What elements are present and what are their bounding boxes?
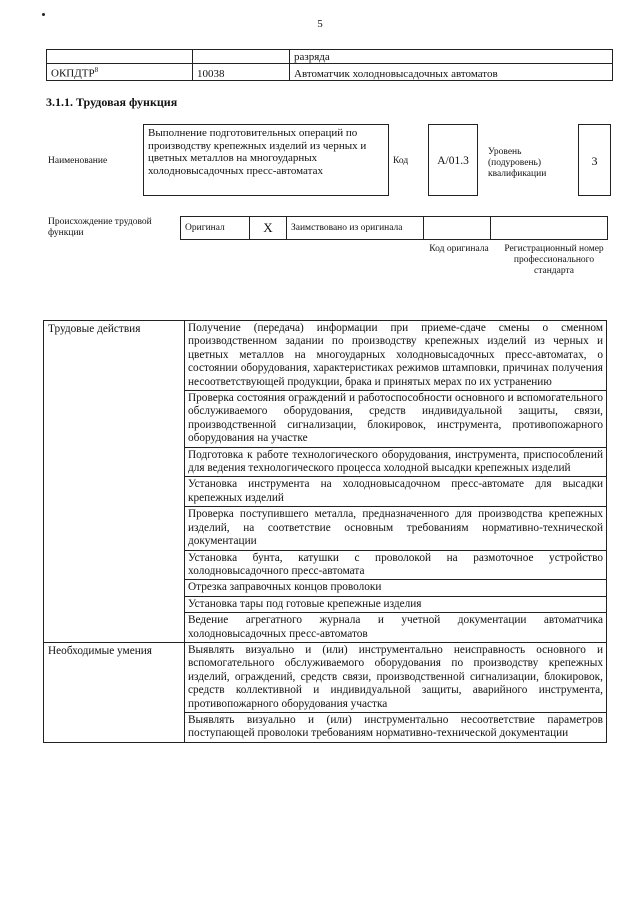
okpd-cell: разряда xyxy=(290,50,613,64)
okpd-classifier-cell xyxy=(47,64,193,81)
original-mark: X xyxy=(250,217,287,240)
original-label: Оригинал xyxy=(181,217,250,240)
labor-action-item: Проверка поступившего металла, предназначенного для производства крепежных изделий, на соответствие основным требованиям нормативно-технической документации xyxy=(185,507,607,550)
skills-label: Необходимые умения xyxy=(44,642,185,742)
registration-number-cell xyxy=(491,217,608,240)
labor-action-item: Установка бунта, катушки с проволокой на размоточное устройство холодновысадочного пресс-автомата xyxy=(185,550,607,580)
labor-action-item: Установка тары под готовые крепежные изделия xyxy=(185,596,607,612)
okpd-cell xyxy=(47,50,193,64)
skill-item: Выявлять визуально и (или) инструментально неисправность основного и вспомогательного обслуживаемого оборудования по производству крепежных изделий, ограждений, средств связи, производственной сигнализации, блокировок, средств коллективной и индивидуальной защиты, аварийного инструмента, противопожарного оборудования участка xyxy=(185,642,607,712)
labor-action-item: Ведение агрегатного журнала и учетной документации автоматчика холодновысадочных пресс-автоматов xyxy=(185,613,607,643)
labor-action-item: Проверка состояния ограждений и работоспособности основного и вспомогательного обслуживаемого оборудования, средств индивидуальной защиты, связи, производственной сигнализации, блокировок, инструмента, противопожарного оборудования на участке xyxy=(185,391,607,448)
skill-item: Выявлять визуально и (или) инструментально несоответствие параметров поступающей проволоки требованиям нормативно-технической документации xyxy=(185,712,607,742)
labor-function-table xyxy=(43,320,607,743)
okpd-cell xyxy=(193,50,290,64)
okpd-table xyxy=(46,49,613,81)
page-number: 5 xyxy=(317,18,323,30)
original-code-cell xyxy=(424,217,491,240)
origin-table xyxy=(180,216,608,240)
labor-actions-label: Трудовые действия xyxy=(44,321,185,643)
origin-label: Происхождение трудовой функции xyxy=(48,217,152,238)
code-caption: Код оригинала xyxy=(429,244,489,254)
registration-caption: Регистрационный номер профессионального стандарта xyxy=(504,244,604,276)
section-title: 3.1.1. Трудовая функция xyxy=(46,95,178,109)
code-label: Код xyxy=(393,156,409,166)
name-label: Наименование xyxy=(48,156,108,166)
okpd-row-rank xyxy=(47,50,613,64)
borrowed-label: Заимствовано из оригинала xyxy=(287,217,424,240)
qualification-level: 3 xyxy=(578,124,611,196)
labor-action-item: Отрезка заправочных концов проволоки xyxy=(185,580,607,596)
function-code: A/01.3 xyxy=(428,124,478,196)
okpd-classifier-name: ОКПДТР xyxy=(51,67,95,80)
labor-action-item: Получение (передача) информации при приеме-сдаче смены о сменном производственном задании по производству крепежных изделий из черных и цветных металлов на многоударных холодновысадочных пресс-автоматах, о состоянии оборудования, характеристиках режимов штамповки, причинах получения несоответствующей продукции, брака и принятых мерах по их устранению xyxy=(185,321,607,391)
okpd-code: 10038 xyxy=(193,64,290,81)
scan-dot xyxy=(42,13,45,16)
labor-action-item: Установка инструмента на холодновысадочном пресс-автомате для высадки крепежных изделий xyxy=(185,477,607,507)
function-name-box: Выполнение подготовительных операций по производству крепежных изделий из черных и цветных металлов на многоударных холодновысадочных пресс-автоматах xyxy=(143,124,389,196)
okpd-profession: Автоматчик холодновысадочных автоматов xyxy=(290,64,613,81)
level-label: Уровень (подуровень) квалификации xyxy=(488,147,547,179)
table-row xyxy=(44,321,607,391)
table-row xyxy=(44,642,607,712)
footnote-mark: 8 xyxy=(94,66,99,74)
okpd-row-code xyxy=(47,64,613,81)
labor-action-item: Подготовка к работе технологического оборудования, инструмента, приспособлений для ведения технологического процесса холодной высадки крепежных изделий xyxy=(185,447,607,477)
